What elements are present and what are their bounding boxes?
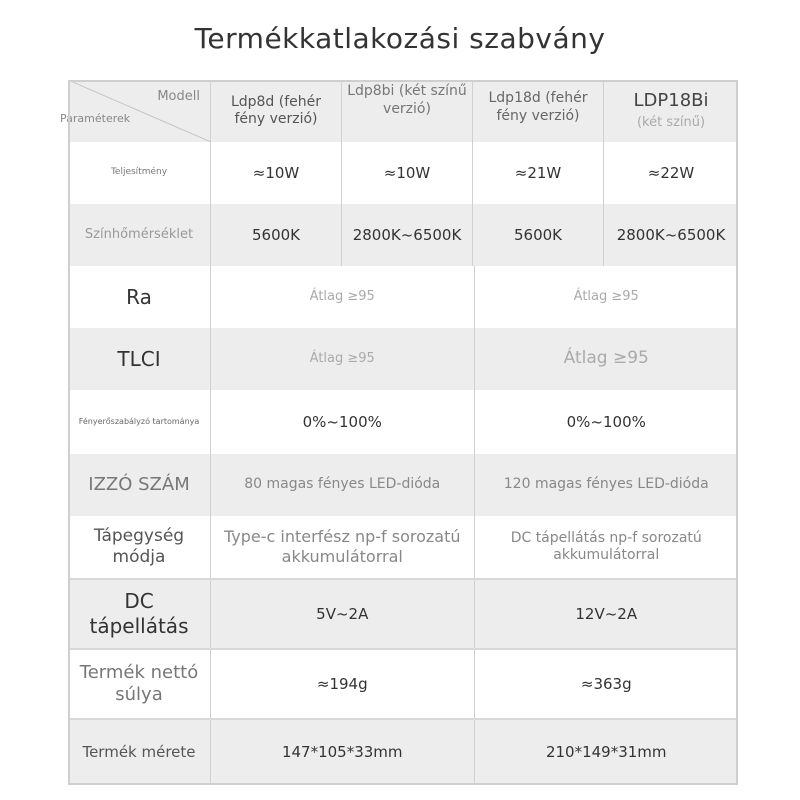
row-label: Tápegység módja xyxy=(68,516,211,578)
row-value: 147*105*33mm xyxy=(211,720,475,785)
header-model-2: Ldp8bi (két színű verzió) xyxy=(342,80,473,142)
row-power-mode xyxy=(68,516,738,578)
row-value: 5600K xyxy=(211,204,342,266)
row-label: Színhőmérséklet xyxy=(68,204,211,266)
row-value: 80 magas fényes LED-dióda xyxy=(211,454,475,516)
row-value: DC tápellátás np-f sorozatú akkumulátorral xyxy=(510,529,702,563)
row-value: 120 magas fényes LED-dióda xyxy=(503,476,709,493)
row-label: Fényerőszabályzó tartománya xyxy=(68,390,211,454)
row-tlci xyxy=(68,328,738,390)
header-model-4: LDP18Bi (két színű) xyxy=(633,90,709,130)
row-value: 210*149*31mm xyxy=(545,743,667,762)
row-value: ≈21W xyxy=(473,142,604,204)
row-value: Átlag ≥95 xyxy=(563,348,649,369)
row-value: 5V~2A xyxy=(211,580,475,648)
row-bulbs xyxy=(68,454,738,516)
row-label: Termék mérete xyxy=(68,720,211,785)
spec-table xyxy=(60,80,738,785)
row-value: ≈22W xyxy=(647,163,695,182)
row-value: ≈363g xyxy=(580,674,632,693)
row-value: Átlag ≥95 xyxy=(573,288,639,304)
row-value: 5600K xyxy=(473,204,604,266)
row-color-temp xyxy=(68,204,738,266)
row-value: ≈194g xyxy=(211,650,475,718)
header-corner-cell xyxy=(60,80,211,142)
row-value: ≈10W xyxy=(342,142,473,204)
row-value: 0%~100% xyxy=(566,412,646,431)
row-value: ≈10W xyxy=(211,142,342,204)
row-value: 2800K~6500K xyxy=(616,225,726,244)
row-label: DC tápellátás xyxy=(68,580,211,648)
row-value: 0%~100% xyxy=(211,390,475,454)
row-value: Átlag ≥95 xyxy=(211,266,475,328)
row-label: TLCI xyxy=(68,328,211,390)
corner-param-label: Paraméterek xyxy=(60,112,131,125)
header-model-3: Ldp18d (fehér fény verzió) xyxy=(473,80,604,142)
corner-model-label: Modell xyxy=(157,89,200,104)
row-value: Type-c interfész np-f sorozatú akkumulátorral xyxy=(211,516,475,578)
row-power xyxy=(68,142,738,204)
row-label: IZZÓ SZÁM xyxy=(68,454,211,516)
row-net-weight xyxy=(68,648,738,718)
row-size xyxy=(68,718,738,785)
row-value: Átlag ≥95 xyxy=(211,328,475,390)
row-label: Teljesítmény xyxy=(68,142,211,204)
row-ra xyxy=(68,266,738,328)
page-title: Termékkatlakozási szabvány xyxy=(194,22,606,55)
header-model-1: Ldp8d (fehér fény verzió) xyxy=(211,80,342,142)
header-row xyxy=(60,80,738,142)
row-label: Ra xyxy=(68,266,211,328)
row-dimming xyxy=(68,390,738,454)
row-value: 12V~2A xyxy=(575,604,638,623)
row-dc-supply xyxy=(68,578,738,648)
row-value: 2800K~6500K xyxy=(342,204,473,266)
row-label: Termék nettó súlya xyxy=(68,650,211,718)
